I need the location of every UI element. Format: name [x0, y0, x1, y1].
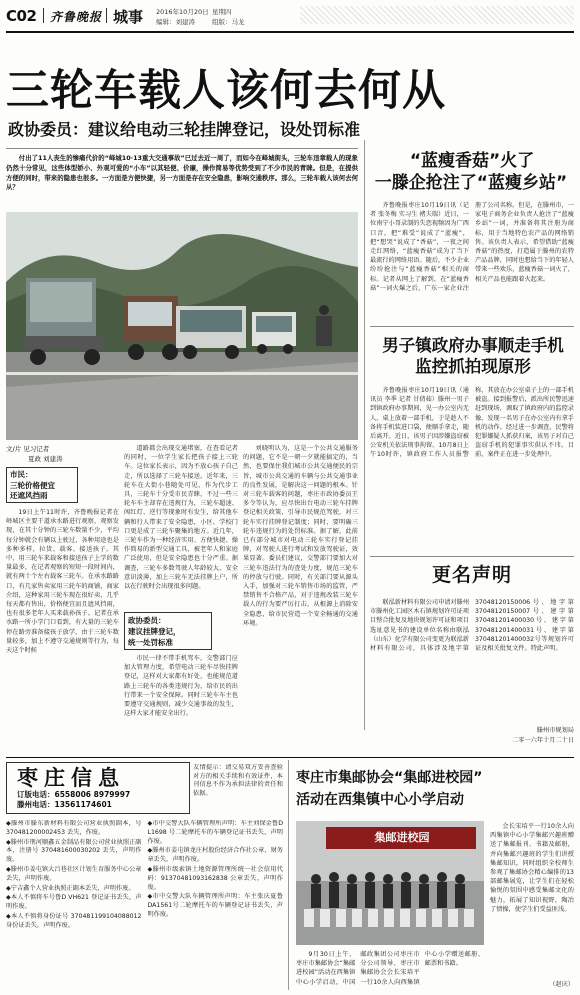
- classifieds-list: [6, 820, 283, 990]
- classified-item: ◆滕州市姜屯镇大吕巷社区计划生育服务中心公章丢失，声明作废。: [6, 865, 142, 882]
- pullquote-line: 还遮风挡雨: [10, 491, 48, 500]
- notice-signer: 滕州市规划局: [536, 727, 574, 734]
- issue-date: 2016年10月20日: [156, 8, 209, 16]
- classified-item: ◆市中交警大队车辆管理所声明：车主刘保金鲁D L1698 号二轮摩托车的车辆登记证书丢失，声明作废。: [147, 820, 283, 845]
- classified-item: ◆滕州市级索镇土地资源管理所统一社会信用代码：91370481093162838 公章丢失，声明作废。: [147, 865, 283, 891]
- notice-date: 二零一六年十月二十日: [512, 737, 574, 744]
- classifieds-header: [6, 762, 190, 814]
- classified-item: ◆宁吉鑫个人营业执照正副本丢失，声明作废。: [6, 884, 135, 892]
- region-number: 13561174601: [54, 800, 112, 809]
- lanshou-body: 齐鲁晚报枣庄10月19日讯（记者 张冬梅 实习生 褚夫瑞）近日，一位南宁小哥录制的失恋视频因为广西口音，把“难受”说成了“蓝瘦”，把“想哭”说成了“香菇”，一夜之间走红网络，“蓝瘦香菇”成为了当下最流行的网络用语。随后，不少企业纷纷抢注与“蓝瘦香菇”相关的商标。记者从网上了解到，在“蓝瘦香菇”一词火爆之后，广东一家企业注册了公司名称。但是，在滕州市，一家电子商务企业负责人抢注了“蓝瘦乡站”一词，并准备将其注册为商标，用于当地特色农产品的网络销售。该负责人表示，希望借助“蓝瘦香菇”的热度，打造属于滕州的农特产品品牌，同时也想给当下的年轻人带来一些欢乐，蓝瘦香菇一词火了，相关产品也能跟着火起来。: [370, 202, 574, 292]
- notice-body: 联泓新材料有限公司申请对滕州市滕州化工园区木石镇规划许可证项目整合批复及地块规划许可证和项目选址意见书的建设单位名称由联泓（山东）化学有限公司变更为联泓新材料有限公司，具体涉及地字第37048120150006号、地字第37048120150007号、建字第370481201400030号、建字第370481201400031号、建字第370481201400032号等规划许可证及相关批复文件。特此声明。: [370, 599, 574, 653]
- campus-banner-text: 集邮进校园: [374, 831, 430, 844]
- lead-headline: 三轮车载人该何去何从: [6, 66, 446, 116]
- classifieds-title: 枣庄信息: [17, 766, 125, 790]
- lead-intro: 付出了11人丧生的惨痛代价的“峄城10·13重大交通事故”已过去近一周了，而如今在峄城街头，三轮车违章载人的现象仍然十分常见，这些体型娇小、外观可爱的“小车”以其轻便、价廉，操作简易等优势受到了不少市民的青睐。但是，在提供方便的同时，带来的隐患也很多。一方面是方便快捷，另一方面是存在安全隐患，影响交通秩序。那么，三轮车载人该何去何从？: [6, 154, 358, 192]
- weekday: 星期四: [212, 8, 232, 16]
- classifieds-tip: 友情提示：请交易双方妥善查验对方的相关手续和有效证件，本刊信息不作为承担法律的责任和依据。: [193, 764, 283, 797]
- pullquote-line: 统一处罚标准: [128, 638, 173, 647]
- lead-column-2b: 市民一律不带手机驾车，交警部门应加大管理力度，希望电动三轮车尽快挂牌登记，这样对大家都有好处，也能规范道路上三轮车的各类违规行为，给市民的出行带来一个安全保障。同时三轮车车主也要遵守交通规则，减少交通事故的发生，这样大家才能安全出行。: [124, 655, 238, 718]
- classified-item: ◆本人不慎将车号鲁D VH621 登记证书丢失，声明作废。: [6, 894, 142, 911]
- phone-headline-2: 监控抓拍现原形: [415, 357, 531, 376]
- section-rule: [6, 757, 574, 758]
- notice-title: 更名声明: [431, 564, 512, 586]
- page-number: C02: [6, 7, 37, 25]
- pullquote-line: 建议挂牌登记，: [128, 627, 181, 636]
- campus-headline-1: 枣庄市集邮协会“集邮进校园”: [296, 770, 483, 786]
- hotline-number: 6558006 8979997: [54, 790, 131, 799]
- classified-item: ◆滕州市姜屯镇龙庄村股份经济合作社公章、财务章丢失，声明作废。: [147, 847, 283, 864]
- campus-author: （赵庆）: [549, 981, 574, 988]
- hotline-label: 订版电话：: [17, 790, 55, 799]
- campus-side-text: 会长宋培平一行10余人向西集镇中心小学集邮兴趣班赠送了集邮报刊、书籍及邮册，并向集邮兴趣班的学生们讲授集邮知识，同时组织全校师生参观了集邮协会精心编排的13部邮集展览，让学生们在轻松愉悦的氛围中感受集邮文化的魅力，拓展了知识视野，陶冶了情操，使学生们受益匪浅。: [490, 823, 574, 913]
- lead-column-3: 刘晓明认为，这是一个公共交通服务的问题，它不是一朝一夕就能搞定的，当然，也要保住我们城市公共交通便民的宗旨，城市公共交通的车辆与公共交通事业的良性发展，是解决这一问题的根本。针对三轮车载客的问题，枣庄市政协委员王多令等认为，应尽快出台电动三轮车挂牌登记相关政策，引导市民规范驾驶，对三轮车实行挂牌登记制度；同时，要明确三轮车违规行为的处罚标准。据了解，此前已有部分城市对电动三轮车实行登记挂牌，对驾驶人进行考试和发放驾驶证，效果显著。委员们建议，交警部门要加大对三轮车违法行为的查处力度，规范三轮车的停放与行驶。同时，有关部门要从源头入手，加强对三轮车销售市场的监管，严禁销售不合格产品，对于违规改装三轮车载人的行为要严厉打击，从根源上消除安全隐患，给市民营造一个安全畅通的交通环境。: [243, 445, 358, 627]
- classifieds-region-row: [11, 800, 185, 810]
- pullquote-line: 政协委员：: [128, 616, 166, 625]
- lead-column-2: 道路都会出现交通堵塞，在查看记者的同时，一位学生家长把孩子接上三轮车。这位家长表示，因为不放心孩子自己走，所以选择了三轮车接送。近年来，三轮车在大街小巷随处可见，作为代步工具，三轮车十分受市民青睐，不过一些三轮车车主却存在违规行为，三轮车超速、闯红灯、逆行等现象时有发生，给其他车辆和行人带来了安全隐患，小区、学校门口更是成了三轮车聚集的地方。近几年，三轮车作为一种经济实用、方便快捷、操作简易的新型交通工具，被老年人和家庭广泛使用，但是安全隐患也十分严重。据调查，三轮车多数驾驶人年龄较大，安全意识淡薄，加上三轮车无法挂牌上户，所以在行驶时会出现很多问题。: [124, 445, 238, 591]
- byline-role: 文/片 见习记者: [6, 445, 50, 453]
- masthead-pattern: [300, 6, 574, 24]
- campus-headline-2: 活动在西集镇中心小学启动: [296, 792, 464, 808]
- phone-body: 齐鲁晚报枣庄10月19日讯（通讯员 李季 记者 甘倩茹）滕州一男子到镇政府办事期间，见一办公室内无人，桌上放着一部手机，于是趁人不备将手机装进口袋，便顺手拿走，随后离开。近日，该男子因涉嫌盗窃被公安机关依法刑事拘留。10月8日上午10时许，镇政府工作人员报警称，其放在办公室桌子上的一部手机被盗。接到报警后，派出所民警迅速赶到现场，调取了镇政府内的监控录像，发现一名男子在办公室内有拿手机的动作。经过进一步调查，民警将犯罪嫌疑人抓获归案，该男子对自己盗窃手机的犯罪事实供认不讳。目前，案件正在进一步处理中。: [370, 387, 574, 459]
- lead-column-1: 19日上午11时许，齐鲁晚报记者在峄城区主要干道承水路进行观察，观察发现，在其十分钟的三轮车数量不少，平均每分钟就会有辆以上驶过，各种用途也是多种多样，拉货、载客、接送孩子。其中，用三轮车来载客和接送孩子上学的数量最多，在记者观察的短短一段时间内，就有两十个左右载客三轮车。在承水路路口，有几家售卖家用三轮车的商铺，商家介绍，这种家用三轮车现在很好卖，几乎每天都有售出，价格便宜而且遮风挡雨，也有很多老年人买来载孙孩子。记者在承水路一所小学门口看到，有大量的三轮车停在路旁准备接孩子放学，由于三轮车数量较多，加上不遵守交通规则等行为，每天这个时候: [6, 509, 119, 655]
- region-label: 滕州电话：: [17, 800, 55, 809]
- street-photo-svg: [6, 212, 358, 440]
- editor: 编辑：刘建涛: [156, 18, 195, 26]
- lanshou-headline-1: “蓝瘦香菇”火了: [409, 151, 535, 171]
- pullquote-line: 市民：: [10, 470, 33, 479]
- masthead-rule: [6, 31, 574, 33]
- classified-item: ◆滕州市荆河顺鑫五金制品有限公司营业执照正副本，注册号 370481600030202 丢失，声明作废。: [6, 838, 142, 864]
- section-name: 城事: [113, 8, 144, 26]
- lead-photo: [6, 212, 358, 440]
- classified-item: ◆滕州市滕东新材料有限公司营业执照副本，号 370481200002453 丢失，作废。: [6, 820, 142, 836]
- pullquote-cppcc: [124, 612, 212, 650]
- pullquote-citizens: [6, 467, 78, 503]
- classified-item: ◆市中交警大队车辆管理所声明：车主张庆夏鲁DA1561号二轮摩托车的车辆登记证书丢失，声明作废。: [147, 893, 283, 918]
- masthead: [0, 0, 580, 30]
- phone-headline-1: 男子镇政府办事顺走手机: [382, 336, 564, 355]
- pullquote-line: 三轮价格便宜: [10, 480, 55, 490]
- classifieds-hotline-row: [11, 790, 185, 800]
- paper-name: 齐鲁晚报: [50, 10, 103, 24]
- proofer: 组版：马龙: [212, 18, 245, 26]
- lanshou-headline-2: 一滕企抢注了“蓝瘦乡站”: [374, 173, 568, 193]
- lead-byline: [6, 444, 122, 464]
- campus-caption: 9月30日上午，枣庄市集邮协会“集邮进校园”活动在西集镇中心小学启动，中国邮政集团公司枣庄市分公司领导、枣庄市集邮协会会长宋培平一行10余人向西集镇中心小学赠送邮册、邮票和书籍。: [296, 951, 484, 986]
- byline-names: 夏政 刘建涛: [28, 455, 63, 463]
- lead-subhead: 政协委员：建议给电动三轮挂牌登记，设处罚标准: [8, 120, 361, 139]
- classified-item: ◆本人不慎将身份证号 370481199104088012 身份证丢失，声明作废。: [6, 912, 142, 929]
- campus-photo: [296, 821, 484, 945]
